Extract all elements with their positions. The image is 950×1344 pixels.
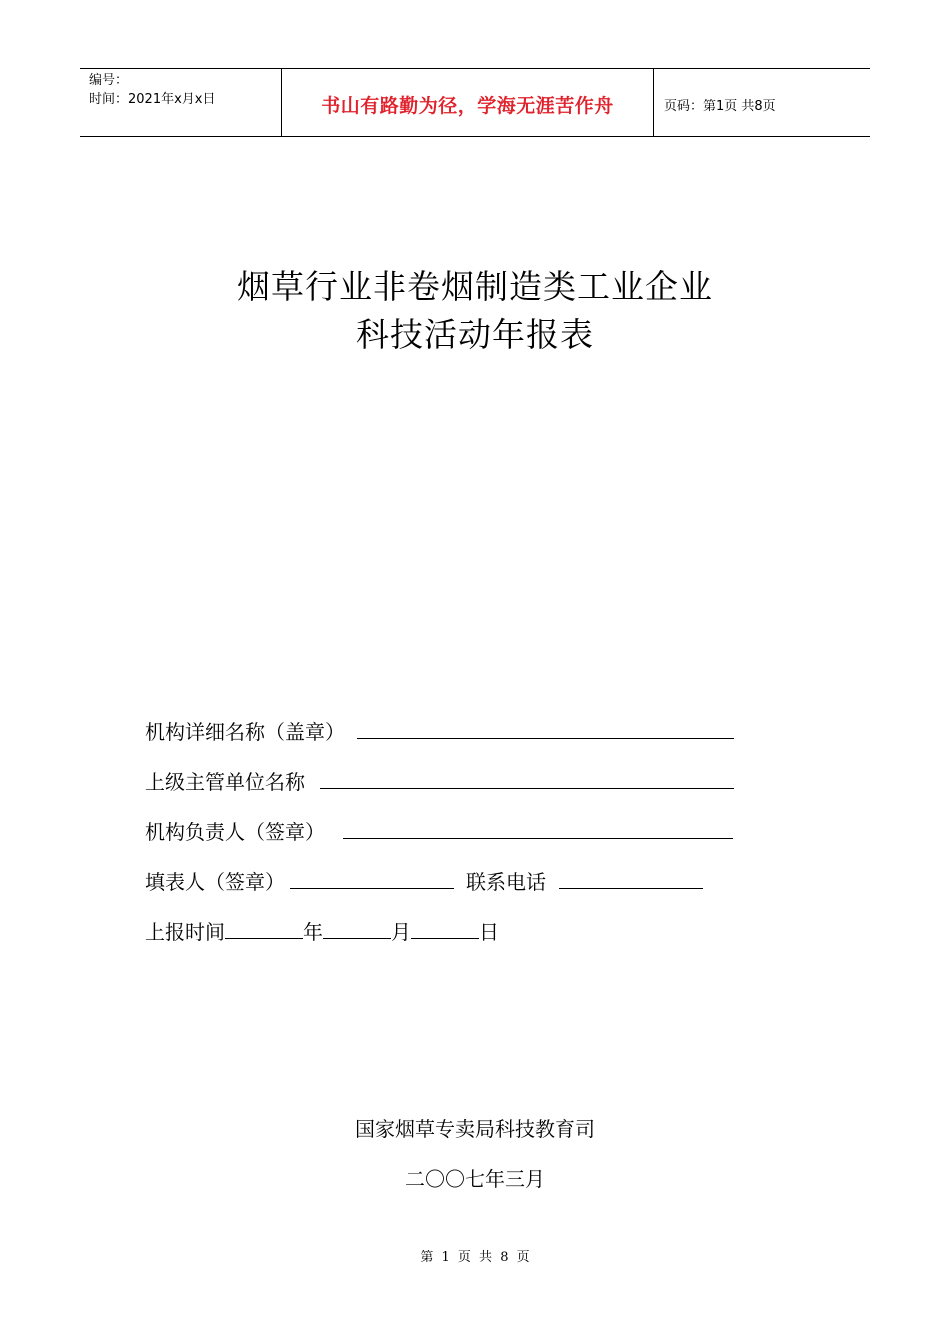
year-label: 年 (303, 920, 323, 944)
year-field[interactable] (225, 916, 303, 939)
header-meta-cell (80, 69, 281, 136)
report-time-label: 上报时间 (145, 920, 225, 944)
motto: 书山有路勤为径，学海无涯苦作舟 (281, 69, 654, 136)
filler-row (145, 866, 703, 895)
month-field[interactable] (323, 916, 391, 939)
issuing-organization: 国家烟草专卖局科技教育司 (355, 1117, 595, 1141)
title-line-2: 科技活动年报表 (356, 315, 594, 354)
org-name-field[interactable] (357, 716, 734, 739)
superior-field[interactable] (320, 766, 734, 789)
time-label: 时间：2021年x月x日 (89, 92, 216, 107)
month-label: 月 (391, 920, 411, 944)
filler-label: 填表人（签章） (145, 870, 285, 894)
number-label: 编号： (89, 73, 129, 88)
superior-label: 上级主管单位名称 (145, 770, 305, 794)
title-line-1: 烟草行业非卷烟制造类工业企业 (237, 267, 713, 306)
org-name-label: 机构详细名称（盖章） (145, 720, 345, 744)
document-header (80, 68, 870, 137)
header-page-info: 页码：第1页 共8页 (664, 99, 776, 114)
filler-field[interactable] (290, 866, 454, 889)
phone-label: 联系电话 (466, 870, 546, 894)
phone-field[interactable] (559, 866, 703, 889)
page-number: 第 1 页 共 8 页 (420, 1250, 530, 1265)
report-time-row (145, 916, 499, 945)
head-label: 机构负责人（签章） (145, 820, 325, 844)
issue-date: 二〇〇七年三月 (405, 1167, 545, 1191)
day-field[interactable] (411, 916, 479, 939)
head-field[interactable] (343, 816, 733, 839)
head-row (145, 816, 733, 845)
org-name-row (145, 716, 734, 745)
superior-row (145, 766, 734, 795)
day-label: 日 (479, 920, 499, 944)
